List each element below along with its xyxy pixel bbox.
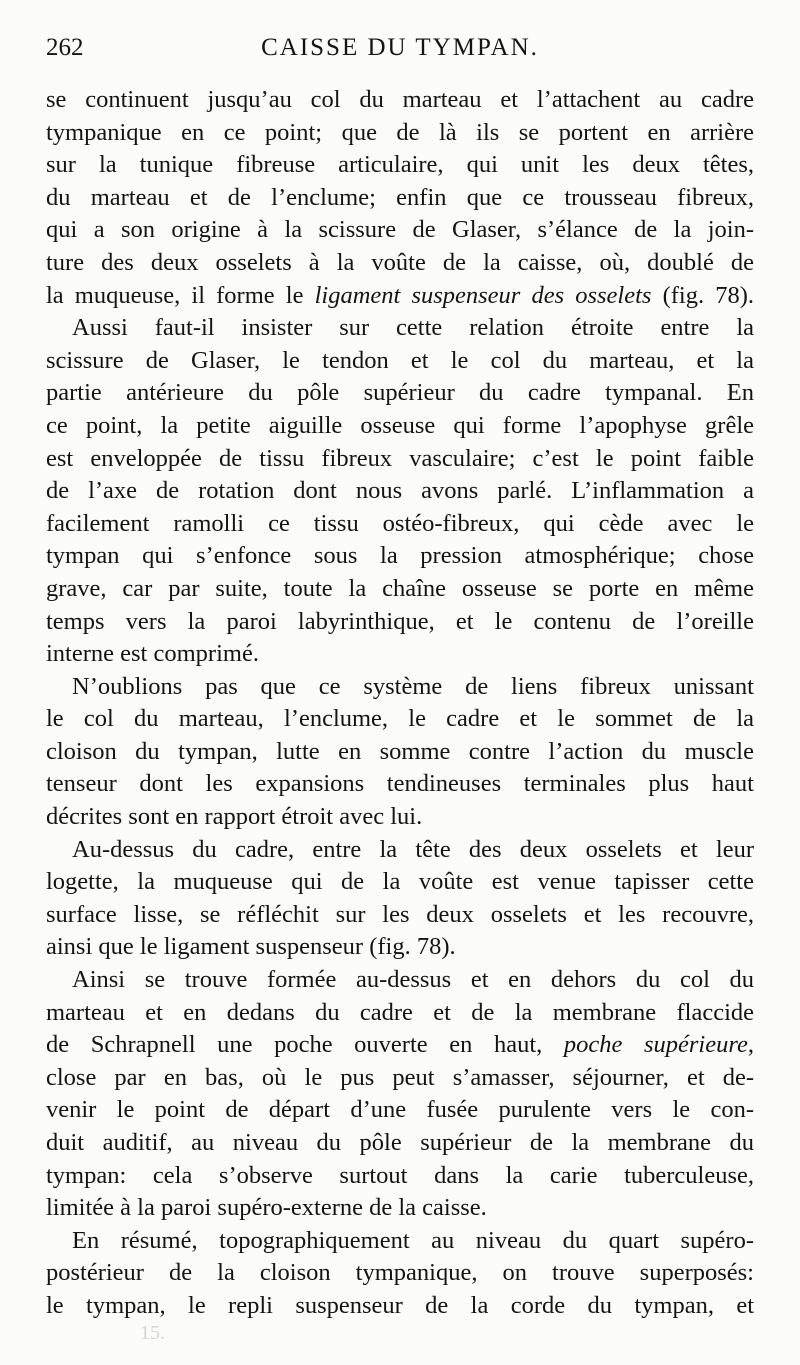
text-line: ture des deux osselets à la voûte de la caisse, où, doublé de (46, 248, 754, 276)
text-line: grave, car par suite, toute la chaîne osseuse se porte en même (46, 574, 754, 602)
running-title: CAISSE DU TYMPAN. (261, 34, 539, 61)
text-line: tympanique en ce point; que de là ils se portent en arrière (46, 118, 754, 146)
paragraph (46, 964, 754, 1225)
text-line: qui a son origine à la scissure de Glaser, s’élance de la join- (46, 216, 754, 244)
text-line: N’oublions pas que ce système de liens fibreux unissant (72, 672, 754, 700)
text-line: Ainsi se trouve formée au-dessus et en dehors du col du (72, 966, 754, 994)
text-line: venir le point de départ d’une fusée purulente vers le con- (46, 1096, 754, 1124)
text-line: ce point, la petite aiguille osseuse qui forme l’apophyse grêle (46, 411, 754, 439)
text-segment: la muqueuse, il forme le (46, 281, 315, 309)
text-line: Au-dessus du cadre, entre la tête des deux osselets et leur (72, 835, 754, 863)
text-line: scissure de Glaser, le tendon et le col du marteau, et la (46, 346, 754, 374)
paragraph (46, 834, 754, 964)
text-line: facilement ramolli ce tissu ostéo-fibreux, qui cède avec le (46, 509, 754, 537)
body-text (46, 84, 754, 1323)
text-line: se continuent jusqu’au col du marteau et l’attachent au cadre (46, 86, 754, 113)
text-line: Aussi faut-il insister sur cette relation étroite entre la (72, 314, 754, 342)
paragraph (46, 312, 754, 671)
text-line: limitée à la paroi supéro-externe de la caisse. (46, 1194, 487, 1222)
text-line (46, 280, 754, 313)
text-line: postérieur de la cloison tympanique, on trouve superposés: (46, 1259, 754, 1287)
italic-term: ligament suspenseur des osselets (314, 281, 652, 309)
text-line: marteau et en dedans du cadre et de la membrane flaccide (46, 998, 754, 1026)
page-header (46, 34, 754, 70)
text-line: sur la tunique fibreuse articulaire, qui unit les deux têtes, (46, 151, 754, 179)
paragraph (46, 84, 754, 312)
text-line: interne est comprimé. (46, 640, 259, 668)
signature-mark: 15. (140, 1322, 165, 1344)
text-segment: de Schrapnell une poche ouverte en haut, (46, 1031, 564, 1059)
text-line: ainsi que le ligament suspenseur (fig. 78). (46, 933, 456, 961)
text-line: surface lisse, se réfléchit sur les deux osselets et les recouvre, (46, 900, 754, 928)
page-number: 262 (46, 34, 84, 61)
text-line: le tympan, le repli suspenseur de la corde du tympan, et (46, 1291, 754, 1319)
text-line: tympan: cela s’observe surtout dans la carie tuberculeuse, (46, 1161, 754, 1189)
text-line: close par en bas, où le pus peut s’amasser, séjourner, et de- (46, 1063, 754, 1091)
text-line: temps vers la paroi labyrinthique, et le contenu de l’oreille (46, 607, 754, 635)
paragraph (46, 1225, 754, 1323)
text-line: tympan qui s’enfonce sous la pression atmosphérique; chose (46, 542, 754, 570)
paragraph (46, 671, 754, 834)
text-line: cloison du tympan, lutte en somme contre l’action du muscle (46, 737, 754, 765)
text-line: duit auditif, au niveau du pôle supérieur de la membrane du (46, 1129, 754, 1156)
italic-term: poche supérieure, (563, 1031, 754, 1059)
text-line: est enveloppée de tissu fibreux vasculaire; c’est le point faible (46, 444, 754, 472)
text-line: décrites sont en rapport étroit avec lui. (46, 803, 423, 831)
text-line: tenseur dont les expansions tendineuses terminales plus haut (46, 770, 754, 798)
text-line: logette, la muqueuse qui de la voûte est venue tapisser cette (46, 868, 754, 896)
text-line: de l’axe de rotation dont nous avons parlé. L’inflammation a (46, 477, 754, 505)
text-segment: (fig. 78). (651, 281, 754, 309)
text-line (46, 1029, 754, 1062)
text-line: du marteau et de l’enclume; enfin que ce trousseau fibreux, (46, 183, 754, 211)
text-line: En résumé, topographiquement au niveau du quart supéro- (72, 1226, 754, 1254)
text-line: le col du marteau, l’enclume, le cadre et le sommet de la (46, 705, 754, 733)
text-line: partie antérieure du pôle supérieur du cadre tympanal. En (46, 379, 754, 407)
